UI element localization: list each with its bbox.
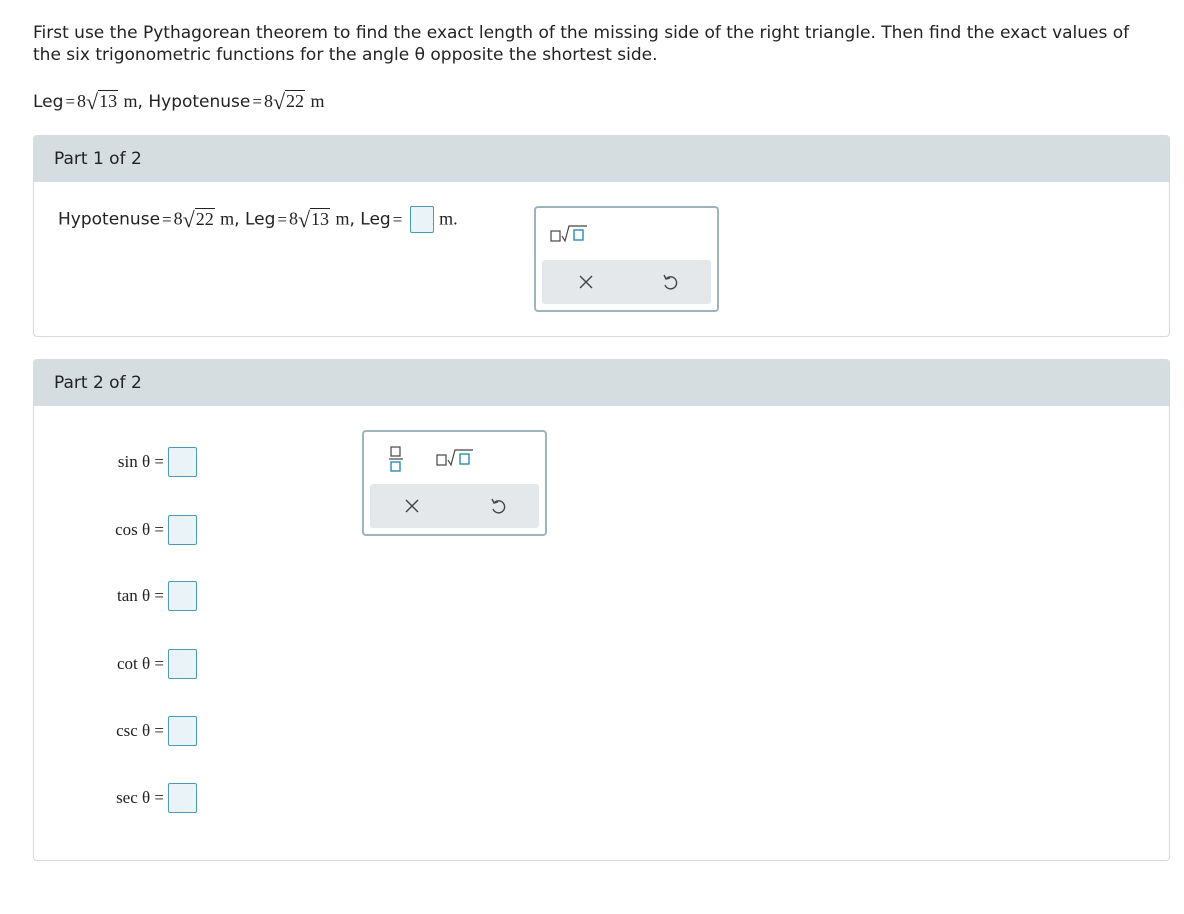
cot-answer-input[interactable] [168,649,197,679]
cos-answer-input[interactable] [168,515,197,545]
sin-answer-input[interactable] [168,447,197,477]
given-leg-label: Leg [33,92,64,112]
cot-row [108,649,197,679]
csc-label: csc θ = [116,721,164,740]
part-2-panel [33,359,1170,861]
cos-row [108,515,197,545]
part-2-math-palette [362,430,547,536]
clear-x-icon[interactable] [576,272,596,292]
problem-prompt: First use the Pythagorean theorem to find the exact length of the missing side of the right triangle. Then find the exact values of the six trigonometric functions for the angle θ opposite the shortest side. [33,23,1130,65]
sec-answer-input[interactable] [168,783,197,813]
csc-row [108,716,197,746]
part-2-title: Part 2 of 2 [34,360,1169,406]
tan-answer-input[interactable] [168,581,197,611]
sin-label: sin θ = [117,452,164,471]
cot-label: cot θ = [117,654,164,673]
part-1-math-palette [534,206,719,312]
undo-icon[interactable] [660,272,680,292]
sec-row [108,783,197,813]
part-2-palette-actions [370,484,539,528]
given-values: Leg = 8√13 m, Hypotenuse = 8√22 m [33,89,325,114]
part-1-palette-actions [542,260,711,304]
clear-x-icon[interactable] [402,496,422,516]
undo-icon[interactable] [488,496,508,516]
tan-row [108,581,197,611]
part-1-title: Part 1 of 2 [34,136,1169,182]
given-hyp-sqrt: √22 [272,89,305,114]
csc-answer-input[interactable] [168,716,197,746]
given-leg-sqrt: √13 [86,89,118,114]
sec-label: sec θ = [116,788,164,807]
cos-label: cos θ = [115,520,164,539]
square-root-template-icon[interactable] [436,448,474,468]
leg-answer-input[interactable] [410,206,434,233]
given-hyp-label: Hypotenuse [148,92,251,112]
part-1-equation: Hypotenuse = 8√22 m, Leg = 8√13 m, Leg = m. [58,206,458,232]
fraction-template-icon[interactable] [388,445,404,473]
sin-row [108,447,197,477]
square-root-template-icon[interactable] [550,224,588,244]
tan-label: tan θ = [117,586,164,605]
part-1-panel [33,135,1170,337]
